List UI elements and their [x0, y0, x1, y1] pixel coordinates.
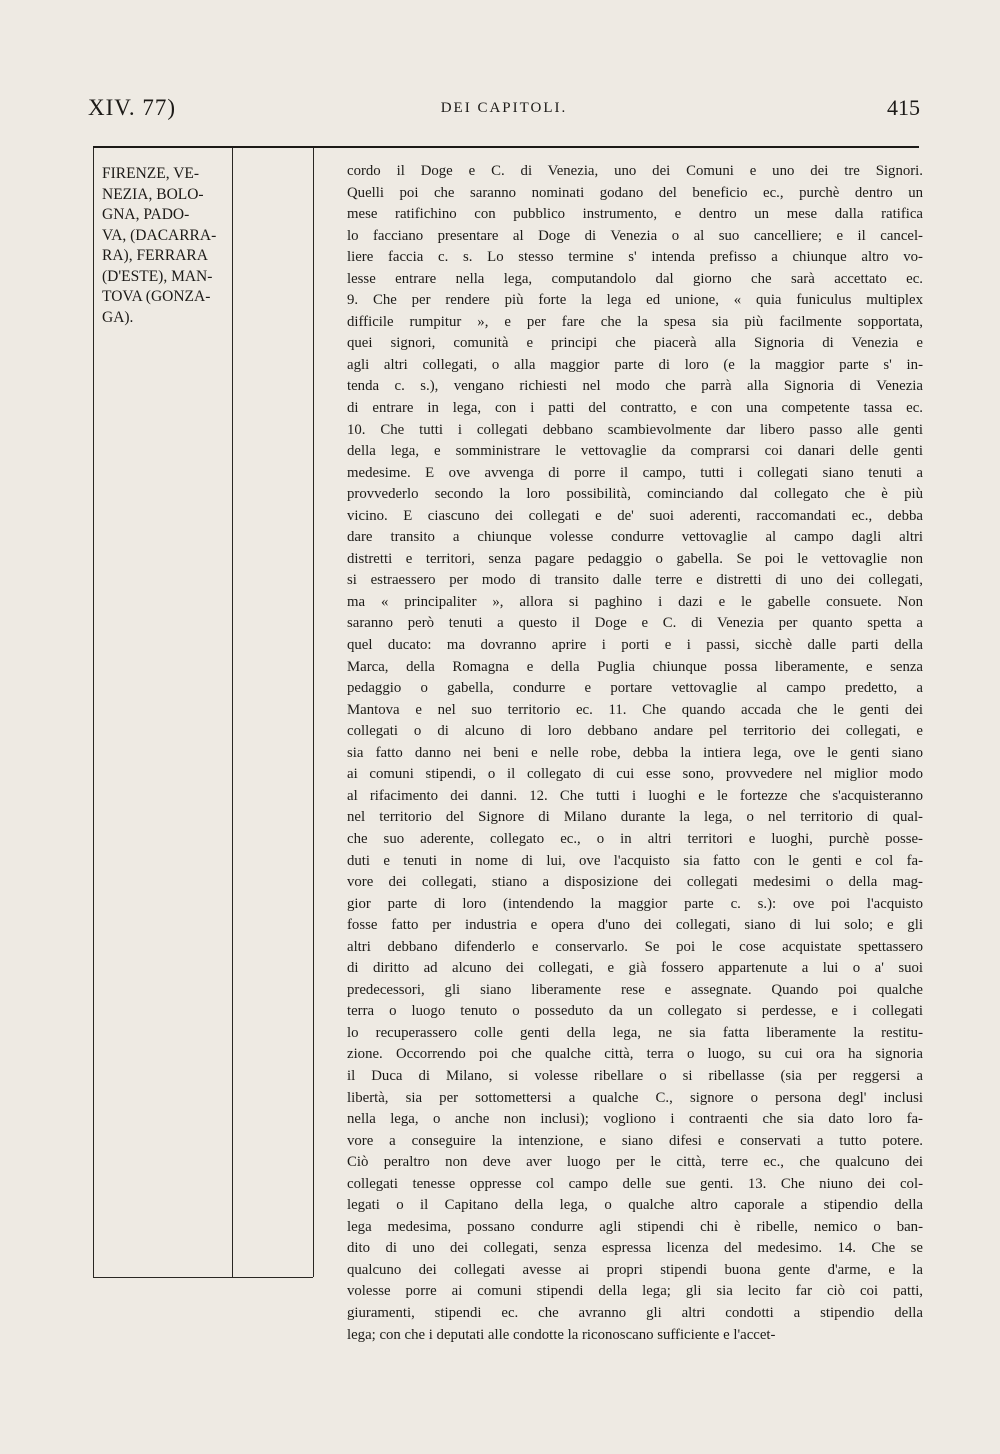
text-line: medesime. E ove avvenga di porre il campo, tutti i collegati siano tenuti a: [347, 464, 923, 481]
text-line: lega; con che i deputati alle condotte la riconoscano sufficiente e l'accet-: [347, 1326, 776, 1343]
text-line: che suo aderente, collegato ec., o in altri territori e luoghi, purchè posse-: [347, 830, 923, 847]
text-line: legati o il Capitano della lega, o qualche altro caporale a stipendio della: [347, 1197, 923, 1214]
text-line: mese ratifichino con pubblico instrumento, e dentro un mese dalla ratifica: [347, 206, 923, 223]
page-number: 415: [887, 95, 920, 120]
section-reference: XIV. 77): [88, 95, 177, 120]
text-line: Ciò peraltro non deve aver luogo per le città, terre ec., che qualcuno dei: [347, 1154, 923, 1171]
text-line: lega medesima, possano condurre agli stipendi chi è ribelle, nemico o ban-: [347, 1218, 923, 1235]
margin-note-line: RA), FERRARA: [102, 247, 208, 264]
text-line: collegati o di alcuno di loro debbano andare pel territorio dei collegati, e: [347, 723, 923, 740]
text-line: duti e tenuti in nome di lui, ove l'acquisto sia fatto con le genti e col fa-: [347, 852, 923, 869]
margin-note: [102, 164, 230, 328]
text-line: distretti e territori, senza pagare pedaggio o gabella. Se poi le vettovaglie non: [347, 550, 923, 567]
text-line: lo facciano presentare al Doge di Venezia o al suo cancelliere; e il cancel-: [347, 227, 923, 244]
text-line: qualcuno dei collegati avesse ai propri stipendi buona gente d'arme, e la: [347, 1261, 923, 1278]
text-line: si estraessero per modo di transito dalle terre e distretti di uno dei collegati,: [347, 572, 923, 589]
text-line: saranno però tenuti a questo il Doge e C. di Venezia per quanto spetta a: [347, 615, 923, 632]
text-line: pedaggio o gabella, condurre e portare vettovaglie al campo predetto, a: [347, 680, 923, 697]
text-line: lo recuperassero colle genti della lega, ne sia fatta liberamente la restitu-: [347, 1024, 923, 1041]
text-line: dito di uno dei collegati, senza espressa licenza del medesimo. 14. Che se: [347, 1240, 923, 1257]
text-line: gior parte di loro (intendendo la maggior parte c. s.): ove poi l'acquisto: [347, 895, 923, 912]
margin-note-line: NEZIA, BOLO-: [102, 185, 204, 203]
text-line: 9. Che per rendere più forte la lega ed unione, « quia funiculus multiplex: [347, 292, 923, 309]
text-line: terra o luogo tenuto o posseduto da un collegato si perdesse, e i collegati: [347, 1003, 923, 1020]
text-line: libertà, sia per sottomettersi a qualche C., signore o persona degl' inclusi: [347, 1089, 923, 1106]
column-rule-right: [313, 148, 314, 1277]
text-line: vore dei collegati, stiano a disposizione dei collegati medesimi o della mag-: [347, 874, 923, 891]
text-line: volesse porre ai comuni stipendi della lega; gli sia lecito far ciò coi patti,: [347, 1283, 923, 1300]
margin-note-line: FIRENZE, VE-: [102, 165, 200, 182]
text-line: quel ducato: ma dovranno aprire i porti e i passi, sicchè dalle parti della: [347, 637, 923, 654]
text-line: vore a conseguire la intenzione, e siano difesi e conservati a tutto potere.: [347, 1132, 923, 1149]
text-line: al rifacimento dei danni. 12. Che tutti i luoghi e le fortezze che s'acquisteranno: [347, 787, 923, 804]
margin-note-line: TOVA (GONZA-: [102, 288, 211, 305]
running-header: [88, 95, 920, 125]
text-line: sia fatto danno nei beni e nelle robe, debba la intiera lega, ove le genti siano: [347, 744, 923, 761]
text-line: liere faccia c. s. Lo stesso termine s' intenda prefisso a chiunque altro vo-: [347, 249, 923, 266]
text-line: provvederlo secondo la loro possibilità, cominciando dal collegato che è più: [347, 486, 923, 503]
text-line: ma « principaliter », allora si paghino i dazi e le gabelle consuete. Non: [347, 593, 923, 610]
text-line: giuramenti, stipendi ec. che avranno gli altri condotti a stipendio della: [347, 1304, 923, 1321]
column-bottom-rule: [93, 1277, 313, 1278]
margin-note-line: (D'ESTE), MAN-: [102, 267, 213, 285]
margin-note-line: VA, (DACARRA-: [102, 226, 217, 244]
running-title: DEI CAPITOLI.: [440, 100, 568, 116]
text-line: Marca, della Romagna e della Puglia chiunque possa liberamente, e senza: [347, 658, 923, 675]
text-line: vicino. E ciascuno dei collegati e de' suoi aderenti, raccomandati ec., debba: [347, 507, 923, 524]
text-line: dare transito a chiunque volesse condurre vettovaglie al campo dagli altri: [347, 529, 923, 546]
column-rule-left: [93, 148, 94, 1277]
text-line: cordo il Doge e C. di Venezia, uno dei Comuni e uno dei tre Signori.: [347, 163, 923, 179]
column-rule-middle: [232, 148, 233, 1277]
text-line: lesse entrare nella lega, computandolo dal giorno che sarà accettato ec.: [347, 270, 923, 287]
margin-note-line: GA).: [102, 308, 134, 326]
text-line: collegati tenesse oppresse col campo delle sue genti. 13. Che niuno dei col-: [347, 1175, 923, 1192]
header-rule: [93, 146, 919, 148]
text-line: difficile rumpitur », e per fare che la spesa sia più facilmente sopportata,: [347, 313, 923, 330]
text-line: fosse fatto per industria e opera d'uno dei collegati, siano di lui solo; e gli: [347, 917, 923, 934]
text-line: Mantova e nel suo territorio ec. 11. Che quando accada che le genti dei: [347, 701, 923, 718]
text-line: tenda c. s.), vengano richiesti nel modo che parrà alla Signoria di Venezia: [347, 378, 923, 395]
text-line: il Duca di Milano, si volesse ribellare o si ribellasse (sia per reggersi a: [347, 1067, 923, 1084]
text-line: 10. Che tutti i collegati debbano scambievolmente dar libero passo alle genti: [347, 421, 923, 438]
text-line: di diritto ad alcuno dei collegati, e già fossero appartenute a lui o a' suoi: [347, 960, 923, 977]
text-line: della lega, e somministrare le vettovaglie da comprarsi coi danari delle genti: [347, 443, 923, 460]
text-line: di entrare in lega, con i patti del contratto, e con una competente tassa ec.: [347, 400, 923, 417]
text-line: zione. Occorrendo poi che qualche città, terra o luogo, su cui ora ha signoria: [347, 1046, 923, 1063]
text-line: altri debbano difenderlo e conservarlo. Se poi le cose acquistate spettassero: [347, 938, 923, 955]
text-line: nella lega, o anche non inclusi); vogliono i contraenti che sia dato loro fa-: [347, 1111, 923, 1128]
margin-note-line: GNA, PADO-: [102, 206, 190, 223]
text-line: Quelli poi che saranno nominati godano del beneficio ec., purchè dentro un: [347, 184, 923, 201]
text-line: agli altri collegati, o alla maggior parte di loro (e la maggior parte s' in-: [347, 356, 923, 373]
text-line: predecessori, gli siano liberamente rese e assegnate. Quando poi qualche: [347, 981, 923, 998]
body-text: [347, 161, 923, 1346]
text-line: ai comuni stipendi, o il collegato di cui esse sono, provvedere nel miglior modo: [347, 766, 923, 783]
text-line: quei signori, comunità e principi che piacerà alla Signoria di Venezia e: [347, 335, 923, 352]
text-line: nel territorio del Signore di Milano durante la lega, o nel territorio di qual-: [347, 809, 923, 826]
